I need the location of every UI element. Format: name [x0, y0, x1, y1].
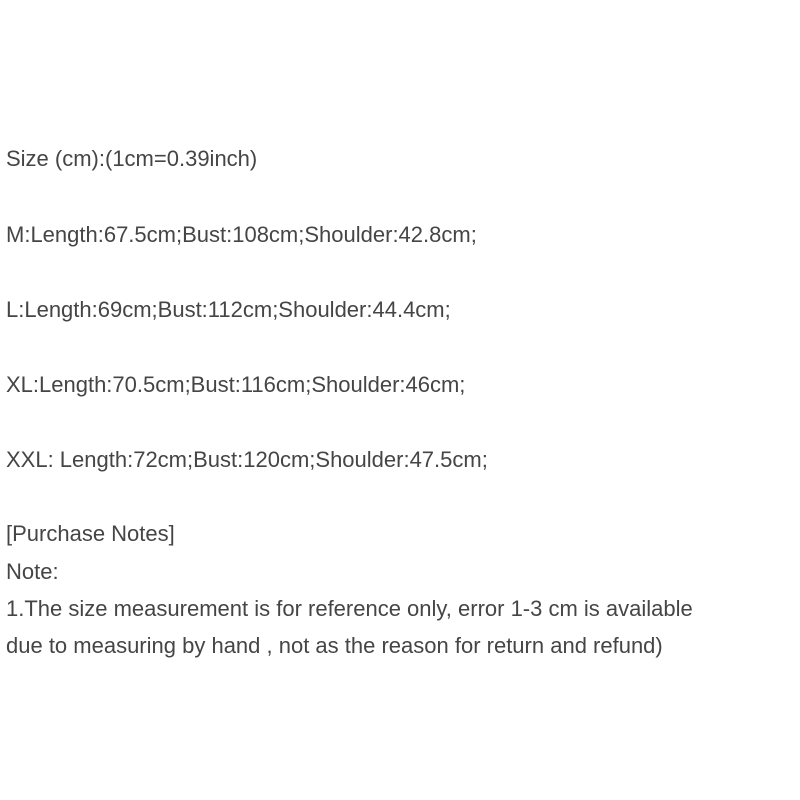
note-line-2: due to measuring by hand , not as the reason for return and refund) [6, 633, 663, 658]
size-heading: Size (cm):(1cm=0.39inch) [6, 146, 258, 171]
size-row-m: M:Length:67.5cm;Bust:108cm;Shoulder:42.8cm; [6, 222, 477, 247]
size-row-l: L:Length:69cm;Bust:112cm;Shoulder:44.4cm; [6, 297, 451, 322]
size-row-xl: XL:Length:70.5cm;Bust:116cm;Shoulder:46cm; [6, 372, 466, 397]
purchase-notes-heading: [Purchase Notes] [6, 521, 175, 546]
note-line-1: 1.The size measurement is for reference only, error 1-3 cm is available [6, 596, 693, 621]
note-label: Note: [6, 559, 59, 584]
size-row-xxl: XXL: Length:72cm;Bust:120cm;Shoulder:47.5cm; [6, 447, 488, 472]
